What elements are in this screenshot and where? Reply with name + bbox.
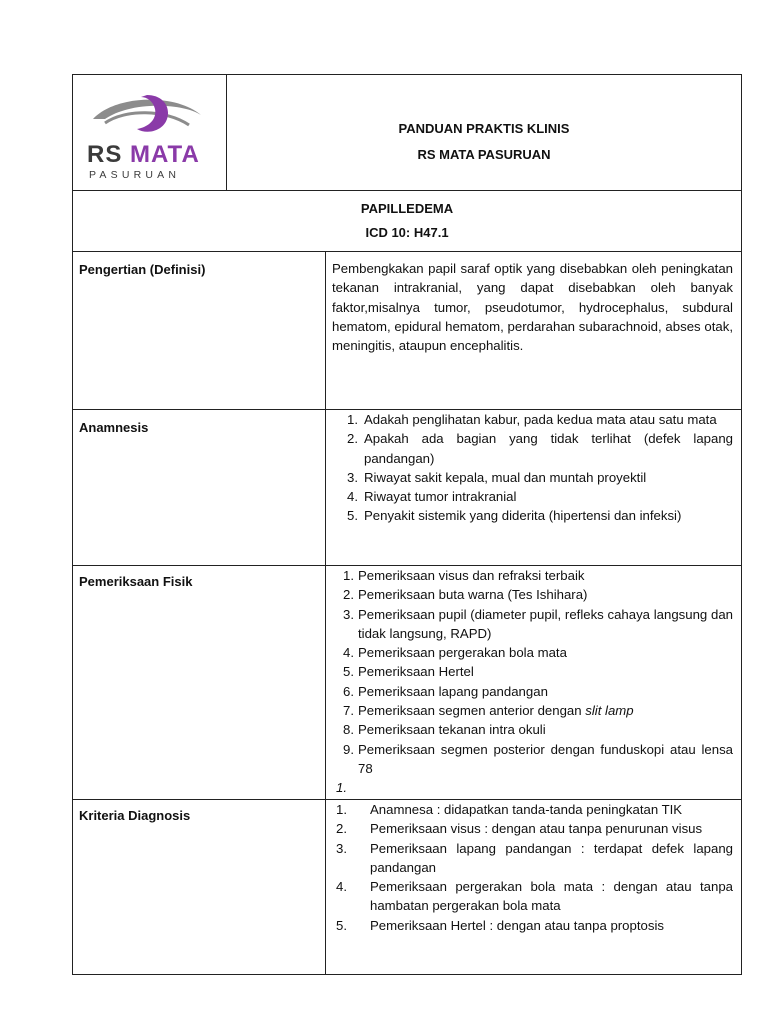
list-item: 9. Pemeriksaan segmen posterior dengan funduskopi atau lensa 78 bbox=[343, 741, 733, 776]
definition-row bbox=[73, 251, 741, 409]
anamnesis-content bbox=[326, 410, 741, 565]
list-item: 1. Anamnesa : didapatkan tanda-tanda peningkatan TIK bbox=[336, 802, 683, 817]
list-item: 1. Pemeriksaan visus dan refraksi terbaik bbox=[343, 568, 585, 583]
hospital-logo bbox=[73, 75, 227, 190]
title-line-2: RS MATA PASURUAN bbox=[417, 146, 551, 162]
slit-lamp-term: slit lamp bbox=[585, 703, 634, 719]
logo-text-rs: RS bbox=[87, 141, 123, 168]
trailing-list-number: 1. bbox=[336, 780, 347, 796]
document-title bbox=[227, 75, 741, 190]
list-item: 8. Pemeriksaan tekanan intra okuli bbox=[343, 722, 546, 738]
subject-row bbox=[73, 190, 741, 251]
list-item: 4. Riwayat tumor intrakranial bbox=[347, 489, 517, 505]
physical-exam-list bbox=[332, 566, 733, 778]
diagnosis-list bbox=[332, 800, 733, 935]
list-item: 4. Pemeriksaan pergerakan bola mata bbox=[343, 645, 567, 661]
clinical-guideline-document bbox=[72, 74, 742, 975]
title-line-1: PANDUAN PRAKTIS KLINIS bbox=[398, 120, 570, 136]
list-item: 5. Pemeriksaan Hertel bbox=[343, 664, 474, 680]
physical-exam-label: Pemeriksaan Fisik bbox=[73, 566, 326, 799]
definition-label: Pengertian (Definisi) bbox=[73, 252, 326, 409]
physical-exam-row bbox=[73, 565, 741, 799]
anamnesis-list bbox=[332, 410, 733, 526]
physical-exam-content bbox=[326, 566, 741, 799]
list-item: 2. Pemeriksaan buta warna (Tes Ishihara) bbox=[343, 587, 588, 603]
logo-wordmark bbox=[87, 141, 200, 169]
subject-name: PAPILLEDEMA bbox=[360, 201, 454, 216]
logo-text-mata: MATA bbox=[130, 141, 200, 168]
list-item: 4. Pemeriksaan pergerakan bola mata : dengan atau tanpa hambatan pergerakan bola mata bbox=[336, 879, 733, 914]
logo-text-city: PASURUAN bbox=[89, 169, 181, 181]
list-item: 3. Pemeriksaan pupil (diameter pupil, refleks cahaya langsung dan tidak langsung, RAPD) bbox=[343, 606, 733, 641]
icd-code: ICD 10: H47.1 bbox=[365, 225, 449, 240]
list-item: 2. Pemeriksaan visus : dengan atau tanpa penurunan visus bbox=[336, 821, 703, 837]
diagnosis-label: Kriteria Diagnosis bbox=[73, 800, 326, 974]
list-item: 6. Pemeriksaan lapang pandangan bbox=[343, 683, 548, 699]
anamnesis-label: Anamnesis bbox=[73, 410, 326, 565]
definition-text: Pembengkakan papil saraf optik yang disebabkan oleh peningkatan tekanan intrakranial, yang dapat disebabkan oleh banyak faktor,misalnya tumor, pseudotumor, hydrocephalus, subdural hematom, epidural hematom, perdarahan subarachnoid, abses otak, meningitis, ataupun encephalitis. bbox=[332, 261, 733, 354]
anamnesis-row bbox=[73, 409, 741, 565]
list-item: 1. Adakah penglihatan kabur, pada kedua mata atau satu mata bbox=[347, 412, 717, 427]
list-item: 5. Penyakit sistemik yang diderita (hipertensi dan infeksi) bbox=[347, 508, 682, 524]
list-item: 5. Pemeriksaan Hertel : dengan atau tanpa proptosis bbox=[336, 917, 664, 933]
eye-arc-logo-icon bbox=[85, 89, 215, 141]
list-item: 7. Pemeriksaan segmen anterior dengan slit lamp bbox=[343, 703, 634, 719]
list-item: 2. Apakah ada bagian yang tidak terlihat (defek lapang pandangan) bbox=[347, 431, 733, 466]
header-row bbox=[73, 75, 741, 190]
diagnosis-content bbox=[326, 800, 741, 974]
diagnosis-row bbox=[73, 799, 741, 974]
list-item: 3. Riwayat sakit kepala, mual dan muntah proyektil bbox=[347, 469, 647, 485]
list-item: 3. Pemeriksaan lapang pandangan : terdapat defek lapang pandangan bbox=[336, 840, 733, 875]
